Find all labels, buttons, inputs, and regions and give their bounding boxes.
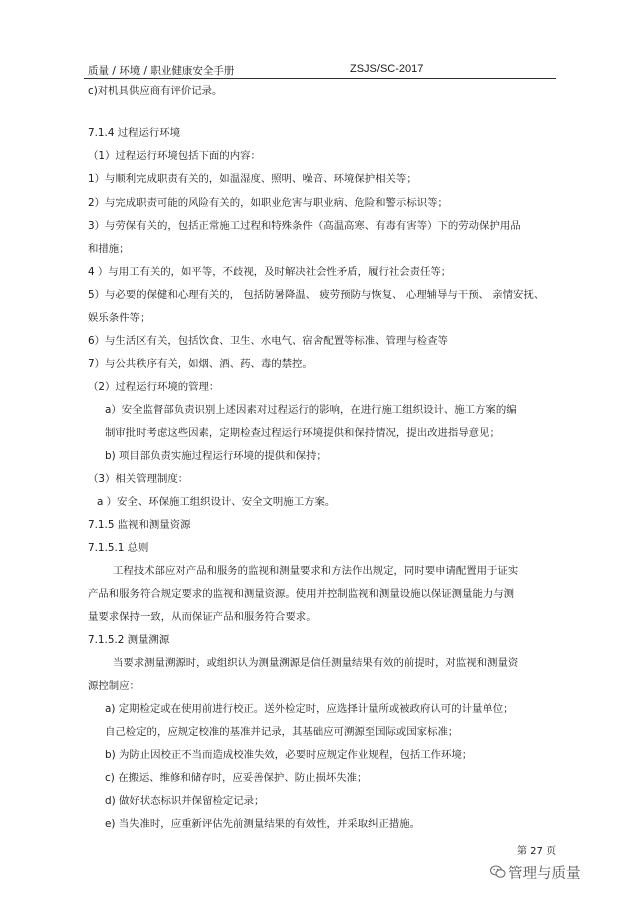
watermark-text: 管理与质量 — [508, 866, 581, 882]
text-line: c)对机具供应商有评价记录。 — [88, 85, 223, 97]
text-line: 源控制应： — [88, 680, 140, 692]
text-line: （3）相关管理制度： — [88, 473, 189, 485]
text-line: b) 为防止因校正不当而造成校准失效，必要时应规定作业规程，包括工作环境； — [105, 749, 473, 761]
text-line: 和措施； — [88, 243, 130, 255]
text-line: 娱乐条件等； — [88, 312, 151, 324]
text-line: 量要求保持一致，从而保证产品和服务符合要求。 — [88, 611, 317, 623]
page-header — [88, 63, 552, 79]
text-line: 6）与生活区有关，包括饮食、卫生、水电气、宿舍配置等标准、管理与检查等 — [88, 335, 448, 347]
text-line: 当要求测量溯源时，或组织认为测量溯源是信任测量结果有效的前提时，对监视和测量资 — [113, 657, 519, 669]
text-line: 7.1.4 过程运行环境 — [88, 127, 181, 139]
text-line: a) 定期检定或在使用前进行校正。送外检定时，应选择计量所或被政府认可的计量单位； — [105, 703, 514, 715]
text-line: 1）与顺利完成职责有关的，如温湿度、照明、噪音、环境保护相关等； — [88, 173, 417, 185]
text-line: d) 做好状态标识并保留检定记录； — [105, 795, 265, 807]
text-line: b) 项目部负责实施过程运行环境的提供和保持； — [105, 450, 327, 462]
text-line: 4 ）与用工有关的，如平等，不歧视，及时解决社会性矛盾，履行社会责任等； — [88, 266, 452, 278]
text-line: 制审批时考虑这些因素，定期检查过程运行环境提供和保持情况，提出改进指导意见； — [105, 427, 500, 439]
text-line: c) 在搬运、维修和储存时，应妥善保护、防止损坏失准； — [105, 772, 368, 784]
header-code: ZSJS/SC-2017 — [350, 63, 424, 75]
text-line: a ）安全、环保施工组织设计、安全文明施工方案。 — [97, 496, 336, 508]
page-number: 第 27 页 — [517, 846, 557, 857]
text-line: 3）与劳保有关的，包括正常施工过程和特殊条件（高温高寒、有毒有害等）下的劳动保护用品 — [88, 220, 521, 232]
text-line: 自己检定的，应规定校准的基准并记录，其基础应可溯源至国际或国家标准； — [105, 726, 459, 738]
text-line: 7.1.5 监视和测量资源 — [88, 519, 191, 531]
text-line: （1）过程运行环境包括下面的内容： — [88, 150, 261, 162]
text-line: 7）与公共秩序有关，如烟、酒、药、毒的禁控。 — [88, 358, 313, 370]
text-line: 5）与必要的保健和心理有关的， 包括防暑降温、 疲劳预防与恢复、 心理辅导与干预、 亲情安抚、 — [88, 289, 545, 301]
text-line: a）安全监督部负责识别上述因素对过程运行的影响，在进行施工组织设计、施工方案的编 — [105, 404, 517, 416]
text-line: （2）过程运行环境的管理： — [88, 381, 220, 393]
text-line: 7.1.5.2 测量溯源 — [88, 634, 170, 646]
text-line: 产品和服务符合规定要求的监视和测量资源。使用并控制监视和测量设施以保证测量能力与测 — [88, 588, 515, 600]
header-divider — [84, 78, 556, 79]
header-title: 质量 / 环境 / 职业健康安全手册 — [88, 65, 235, 77]
text-line: 工程技术部应对产品和服务的监视和测量要求和方法作出规定，同时要申请配置用于证实 — [113, 565, 519, 577]
wechat-icon — [490, 865, 506, 879]
text-line: e) 当失准时，应重新评估先前测量结果的有效性，并采取纠正措施。 — [105, 818, 421, 830]
text-line: 7.1.5.1 总则 — [88, 542, 149, 554]
text-line: 2）与完成职责可能的风险有关的，如职业危害与职业病、危险和警示标识等； — [88, 197, 448, 209]
